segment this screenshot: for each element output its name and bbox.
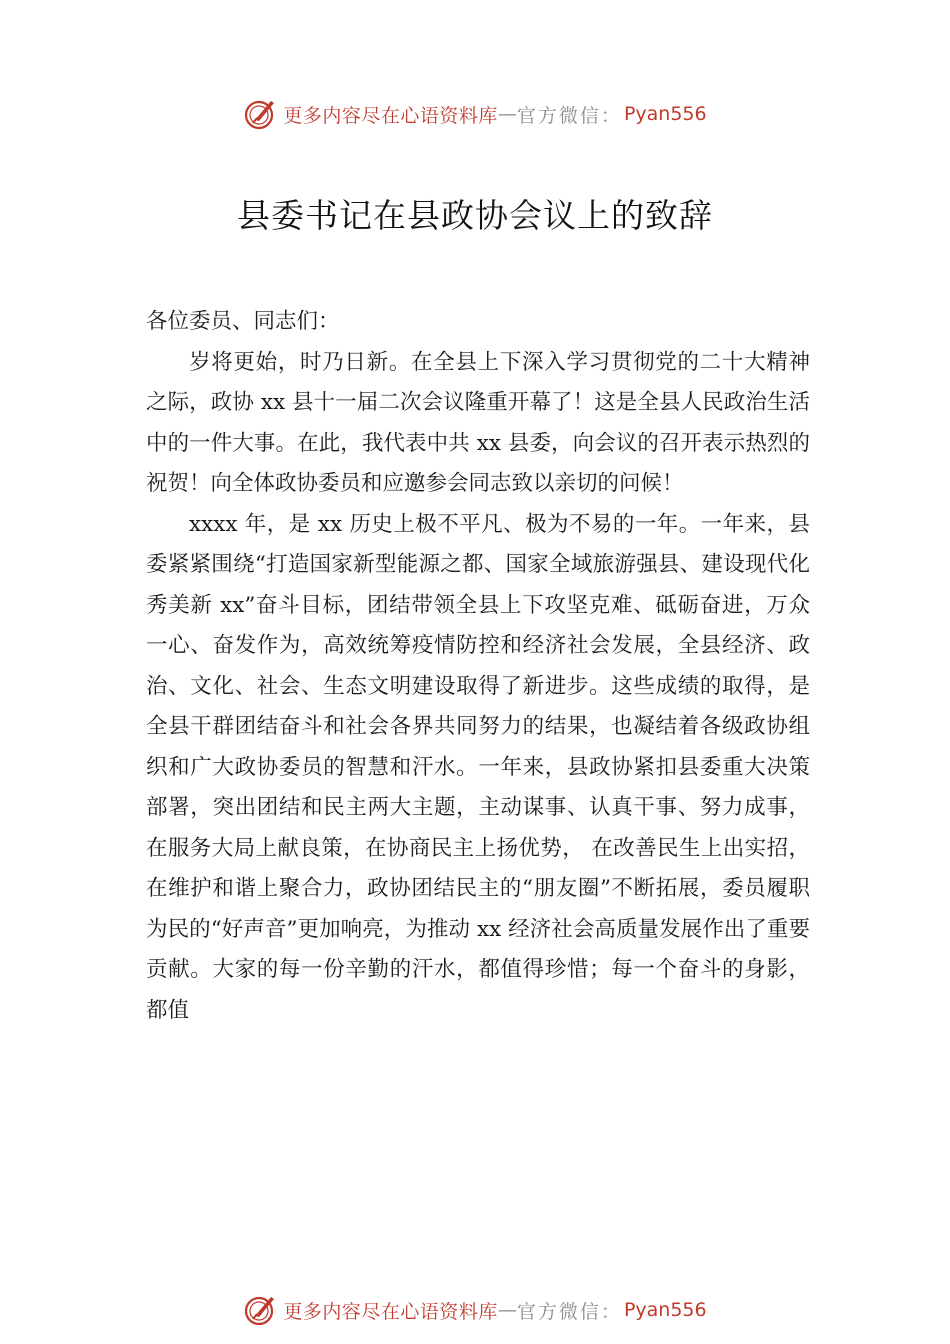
footer-banner	[0, 1288, 950, 1332]
banner-wechat-id: Pyan556	[623, 1299, 707, 1321]
banner-wechat-label: 官方微信：	[516, 1300, 622, 1323]
quill-logo-icon	[243, 96, 279, 132]
salutation: 各位委员、同志们：	[146, 309, 340, 334]
document-body	[146, 302, 810, 1031]
header-banner	[0, 92, 950, 136]
document-title: 县委书记在县政协会议上的致辞	[237, 196, 713, 235]
paragraph-1: 岁将更始，时乃日新。在全县上下深入学习贯彻党的二十大精神之际，政协 xx 县十一届二次会议隆重开幕了！这是全县人民政治生活中的一件大事。在此，我代表中共 xx 县委，向会议的召开表示热烈的祝贺！向全体政协委员和应邀参会同志致以亲切的问候！	[146, 349, 810, 496]
banner-wechat-label: 官方微信：	[516, 104, 622, 127]
banner-slogan: 更多内容尽在心语资料库	[283, 1300, 498, 1323]
banner-slogan: 更多内容尽在心语资料库	[283, 104, 498, 127]
banner-wechat-id: Pyan556	[623, 103, 707, 125]
paragraph-2: xxxx 年，是 xx 历史上极不平凡、极为不易的一年。一年来，县委紧紧围绕“打造国家新型能源之都、国家全域旅游强县、建设现代化秀美新 xx”奋斗目标，团结带领全县上下攻坚克难、砥砺奋进，万众一心、奋发作为，高效统筹疫情防控和经济社会发展，全县经济、政治、文化、社会、生态文明建设取得了新进步。这些成绩的取得，是全县干群团结奋斗和社会各界共同努力的结果，也凝结着各级政协组织和广大政协委员的智慧和汗水。一年来，县政协紧扣县委重大决策部署，突出团结和民主两大主题，主动谋事、认真干事、努力成事，在服务大局上献良策，在协商民主上扬优势， 在改善民生上出实招，在维护和谐上聚合力，政协团结民主的“朋友圈”不断拓展，委员履职为民的“好声音”更加响亮，为推动 xx 经济社会高质量发展作出了重要贡献。大家的每一份辛勤的汗水，都值得珍惜；每一个奋斗的身影，都值	[146, 511, 810, 1023]
banner-dash: —	[497, 1299, 517, 1321]
banner-dash: —	[497, 103, 517, 125]
quill-logo-icon	[243, 1292, 279, 1328]
